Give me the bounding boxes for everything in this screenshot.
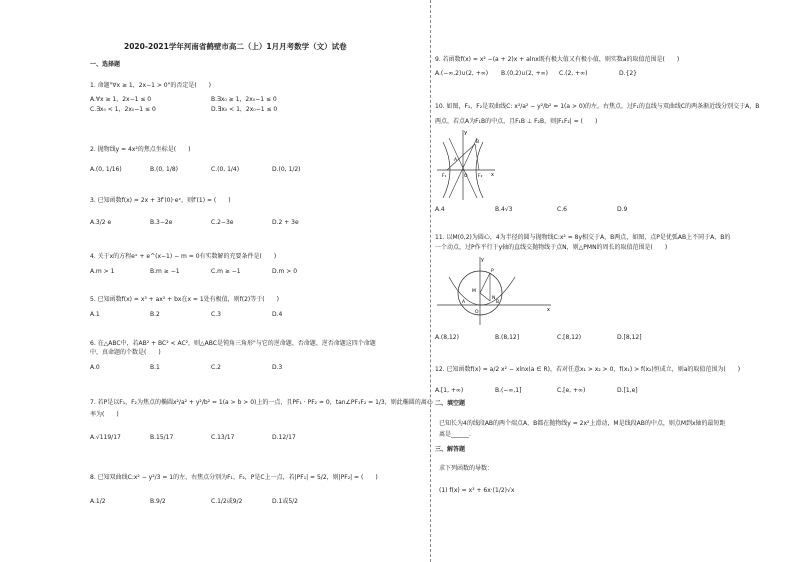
q12-option-d: D.[1,e] (617, 387, 638, 394)
q1-option-b: B.∃x₀ ≥ 1，2x₀−1 ≤ 0 (211, 96, 277, 103)
fig11-label-x: x (547, 307, 550, 313)
q2-option-c: C.(0, 1/4) (211, 166, 240, 173)
q2-option-b: B.(0, 1/8) (150, 166, 178, 173)
q3-option-a: A.3/2 e (90, 219, 112, 226)
page-title: 2020-2021学年河南省鹤壁市高二（上）1月月考数学（文）试卷 (124, 42, 347, 51)
fig10-label-f2: F₂ (478, 174, 483, 179)
q11-option-d: D.[8,12] (617, 334, 642, 341)
section-solve: 三、解答题 (435, 446, 466, 453)
q8-option-c: C.1/2或9/2 (211, 498, 243, 505)
q8-stem: 8. 已知双曲线C:x² − y²/3 = 1的左、右焦点分别为F₁，F₂，P是C上一点，若|PF₁| = 5/2，则|PF₂| = ( ) (90, 474, 378, 481)
fig11-parabola (449, 277, 515, 305)
q5-stem: 5. 已知函数f(x) = x³ + ax² + bx在x = 1处有极值，则f(2)等于( ) (90, 296, 279, 303)
q14-stem: 求下列函数的导数： (439, 465, 494, 472)
q10-option-b: B.4√3 (495, 206, 513, 213)
q4-option-a: A.m > 1 (90, 268, 115, 275)
fig10-line-bf2 (475, 144, 479, 170)
q6-option-c: C.2 (211, 364, 221, 371)
q6-option-b: B.1 (150, 364, 160, 371)
fig11-label-y: y (481, 257, 484, 263)
q14-part1: (1) f(x) = x³ + 6x·(1/2)√x (439, 487, 515, 494)
fig11-label-o: O (475, 310, 479, 315)
section-fill-in: 二、填空题 (435, 400, 466, 407)
right-column (430, 0, 794, 562)
fig11-label-a: A (462, 300, 466, 305)
section-choice: 一、选择题 (90, 61, 121, 68)
q7-stem: 7. 若P是以F₁，F₂为焦点的椭圆x²/a² + y²/b² = 1(a > b > 0)上的一点，且PF₁ · PF₂ = 0，tan∠PF₁F₂ = 1/3，则此椭圆的离心 (90, 399, 433, 406)
q1-option-c: C.∃x₀ < 1，2x₀−1 ≤ 0 (90, 106, 156, 113)
q12-stem: 12. 已知函数f(x) = a/2 x² − xlnx(a ∈ R)，若对任意x₁ > x₂ > 0，f(x₁) > f(x₂)恒成立，则a的取值范围为( ) (435, 366, 741, 373)
q6-option-a: A.0 (90, 364, 100, 371)
fig10-label-y: y (464, 130, 468, 136)
fig10-label-a: A (454, 158, 458, 163)
q11-option-c: C.[8,12) (557, 334, 582, 341)
q12-option-b: B.(−∞,1] (495, 387, 522, 394)
q12-option-c: C.[e, +∞) (557, 387, 586, 394)
q6-stem-cont: 中，真命题的个数是( ) (90, 349, 161, 356)
fig11-label-p: P (491, 269, 494, 274)
q7-option-a: A.√119/17 (90, 434, 121, 441)
q13-stem: 已知长为4的线段AB的两个端点A，B都在抛物线y = 2x²上滑动，M是线段AB的中点，则点M到x轴的最短距 (439, 420, 726, 427)
q3-option-c: C.2−3e (211, 219, 234, 226)
q2-option-a: A.(0, 1/16) (90, 166, 122, 173)
q7-option-d: D.12/17 (272, 434, 296, 441)
q4-option-d: D.m > 0 (272, 268, 298, 275)
fig10-label-b: B (476, 140, 480, 145)
q3-option-b: B.3−2e (150, 219, 173, 226)
fig11-label-b: B (496, 300, 500, 305)
circle-parabola-figure (435, 255, 555, 327)
q11-option-b: B.(8,12] (495, 334, 520, 341)
hyperbola-figure (435, 128, 497, 202)
q8-option-a: A.1/2 (90, 498, 106, 505)
q4-option-b: B.m ≥ −1 (150, 268, 180, 275)
q1-option-d: D.∃x₀ < 1，2x₀−1 ≤ 0 (211, 106, 278, 113)
q9-option-b: B.(0,2)∪(2, +∞) (501, 70, 548, 77)
q9-option-d: D.{2} (619, 70, 637, 77)
q1-stem: 1. 命题"∀x ≥ 1，2x−1 > 0"的否定是( ) (90, 82, 212, 89)
q1-option-a: A.∀x ≥ 1，2x−1 ≤ 0 (90, 96, 152, 103)
q4-option-c: C.m ≥ −1 (211, 268, 241, 275)
q7-option-b: B.15/17 (150, 434, 174, 441)
q9-stem: 9. 若函数f(x) = x² −(a + 2)x + alnx既有极大值又有极小值，则实数a的取值范围是( ) (435, 56, 680, 63)
q5-option-d: D.4 (272, 311, 283, 318)
q11-option-a: A.(8,12) (435, 334, 459, 341)
q9-option-c: C.(2, +∞) (559, 70, 588, 77)
q10-option-c: C.6 (557, 206, 567, 213)
q6-option-d: D.3 (272, 364, 283, 371)
fig11-line-mn (480, 293, 490, 301)
q10-option-a: A.4 (435, 206, 445, 213)
fig10-label-f1: F₁ (442, 174, 447, 179)
q11-stem: 11. 以M(0,2)为圆心，4为半径的圆与抛物线C:x² = 8y相交于A，B两点，如图，点P是优弧AB上不同于A，B的 (435, 234, 731, 241)
q10-stem: 10. 如图，F₁，F₂是双曲线C: x²/a² − y²/b² = 1(a > 0)的左，右焦点，过F₁的直线与双曲线C的两条渐近线分别交于A，B (435, 103, 760, 110)
q13-stem-cont: 离是______. (439, 431, 471, 438)
fig11-line-mp (480, 273, 490, 293)
q5-option-c: C.3 (211, 311, 221, 318)
fig10-label-o: O (464, 174, 468, 179)
q8-option-b: B.9/2 (150, 498, 166, 505)
fig10-label-x: x (491, 172, 494, 178)
q5-option-a: A.1 (90, 311, 100, 318)
fig10-line-f1b (447, 144, 475, 170)
fig11-label-n: N (492, 296, 496, 301)
q7-stem-cont: 率为( ) (90, 411, 119, 418)
q8-option-d: D.1或5/2 (272, 498, 299, 505)
q10-option-d: D.9 (617, 206, 628, 213)
q12-option-a: A.[1, +∞) (435, 387, 464, 394)
q5-option-b: B.2 (150, 311, 160, 318)
q2-stem: 2. 抛物线y = 4x²的焦点坐标是( ) (90, 146, 191, 153)
q10-stem-cont: 两点，若点A为F₁B的中点，且F₁B ⊥ F₂B，则|F₁F₂| = ( ) (435, 118, 598, 125)
q3-stem: 3. 已知函数f(x) = 2x + 3f′(0)·eˣ，则f′(1) = ( ) (90, 197, 231, 204)
q9-option-a: A.(−∞,2)∪(2, +∞) (435, 70, 489, 77)
q11-stem-cont: 一个动点，过P作平行于y轴的直线交抛物线于点N，则△PMN的周长的取值范围是( ) (435, 244, 668, 251)
q3-option-d: D.2 + 3e (272, 219, 299, 226)
q7-option-c: C.13/17 (211, 434, 235, 441)
q2-option-d: D.(0, 1/2) (272, 166, 301, 173)
fig11-label-m: M (472, 289, 476, 294)
q6-stem: 6. 在△ABC中，若AB² + BC² < AC²，则△ABC是钝角三角形"与它的逆命题、否命题、逆否命题这四个命题 (90, 340, 376, 347)
q4-stem: 4. 关于x的方程eˣ + e^(x−1) − m = 0有实数解的充要条件是( ) (90, 253, 277, 260)
